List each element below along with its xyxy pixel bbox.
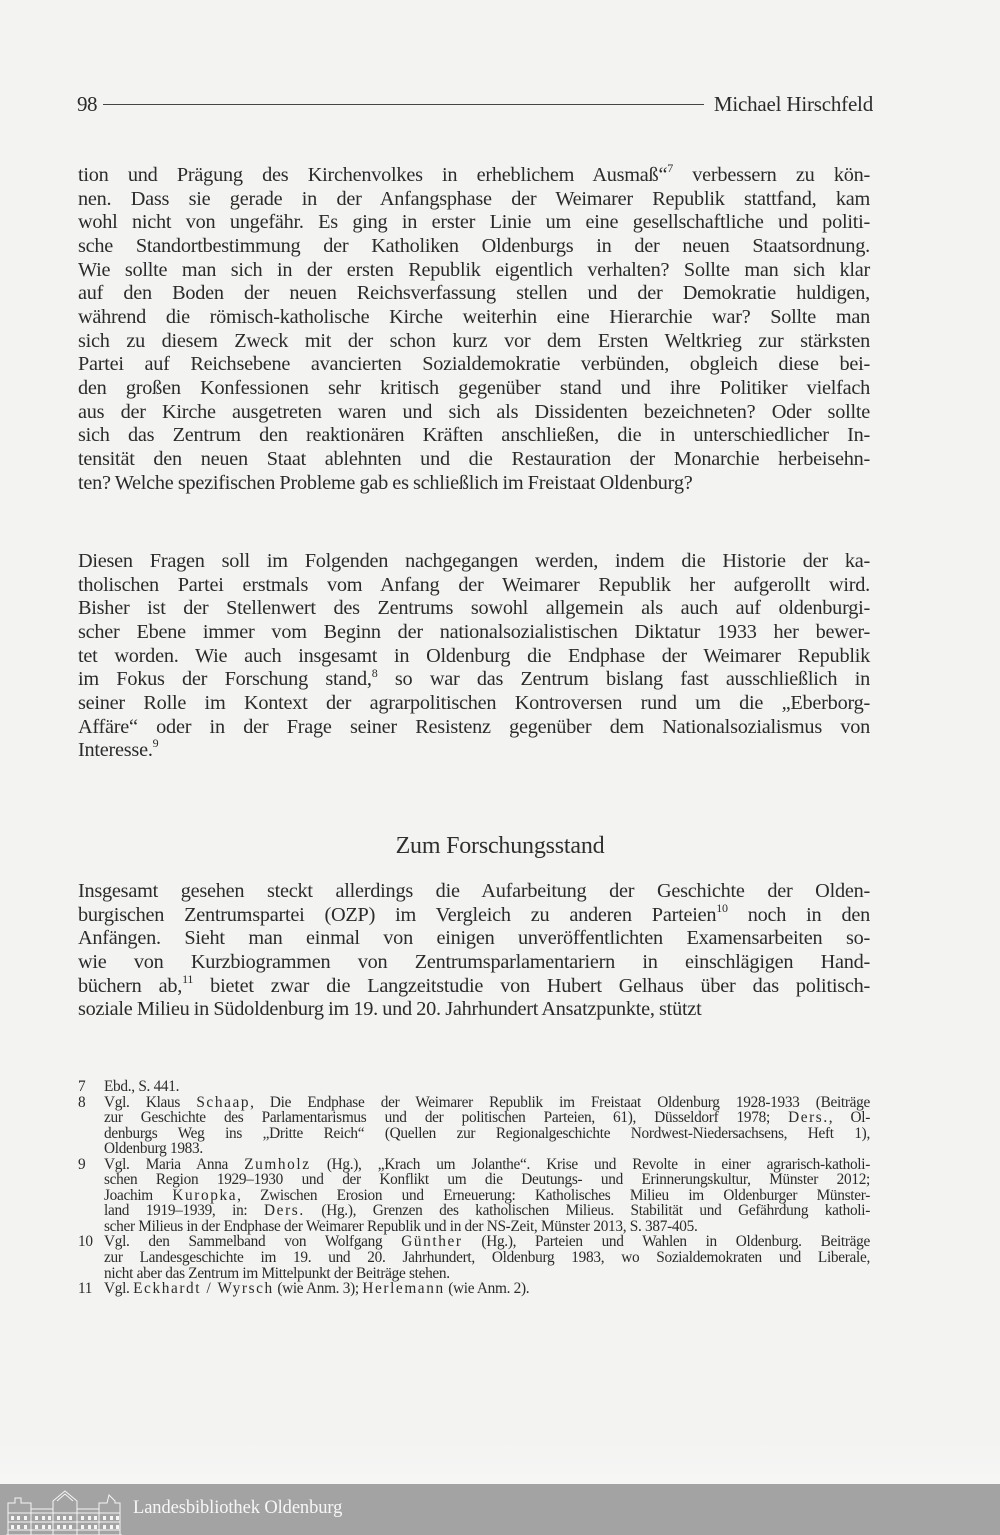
text-line — [78, 211, 870, 235]
footnote-number: 11 — [78, 1280, 93, 1298]
text-run: so war das Zentrum bislang fast ausschließlich in — [377, 668, 870, 691]
window-mark — [35, 1516, 38, 1520]
footnote-line — [104, 1110, 870, 1126]
window-mark — [69, 1525, 72, 1529]
library-footer-bar — [0, 1484, 1000, 1535]
text-line — [78, 401, 870, 425]
window-mark — [88, 1525, 91, 1529]
window-mark — [17, 1516, 20, 1520]
text-run: Insgesamt gesehen steckt allerdings die Aufarbeitung der Geschichte der Olden- — [78, 880, 870, 902]
text-line — [78, 259, 870, 283]
text-line — [78, 282, 870, 306]
text-line — [78, 716, 870, 740]
text-run: , Ol- — [828, 1109, 870, 1127]
footnote-number: 8 — [78, 1093, 86, 1111]
text-line — [78, 424, 870, 448]
footnote-number: 9 — [78, 1155, 86, 1173]
text-run: wie von Kurzbiogrammen von Zentrumsparlamentariern in einschlägigen Hand- — [78, 950, 870, 973]
window-mark — [103, 1525, 106, 1529]
text-line — [78, 597, 870, 621]
window-mark — [11, 1516, 14, 1520]
text-run: (Hg.), „Krach um Jolanthe“. Krise und Revolte in einer agrarisch-katholi- — [310, 1155, 870, 1173]
window-mark — [57, 1516, 60, 1520]
text-run: zur Geschichte des Parlamentarismus und der politischen Parteien, 61), Düsseldorf 1978; — [104, 1109, 789, 1127]
footnote — [78, 1281, 870, 1297]
window-mark — [88, 1516, 91, 1520]
text-line — [78, 692, 870, 716]
text-run: Vgl. Maria Anna — [104, 1155, 245, 1173]
window-mark — [48, 1516, 51, 1520]
footnote-text — [104, 1095, 870, 1157]
window-mark — [116, 1525, 119, 1529]
text-line — [78, 574, 870, 598]
text-run: verbessern zu kön- — [672, 164, 870, 186]
text-line — [78, 448, 870, 472]
text-line — [78, 736, 870, 763]
text-run: Diesen Fragen soll im Folgenden nachgegangen werden, indem die Historie der ka- — [78, 550, 870, 572]
footnote-text — [104, 1281, 870, 1297]
footnote-text — [104, 1157, 870, 1235]
footnote-reference[interactable]: 10 — [716, 900, 728, 915]
text-run: , Die Endphase der Weimarer Republik im Freistaat Oldenburg 1928-1933 (Beiträge — [250, 1093, 871, 1111]
text-run: Interesse. — [78, 739, 153, 762]
text-run: den großen Konfessionen sehr kritisch gegenüber stand und ihre Politiker vielfach — [78, 376, 870, 399]
text-run: Partei auf Reichsebene avancierten Sozialdemokratie verbünden, obgleich diese bei- — [78, 353, 870, 376]
window-mark — [81, 1525, 84, 1529]
text-run: während die römisch-katholische Kirche weiterhin eine Hierarchie war? Sollte man — [78, 305, 870, 328]
footnote-text — [104, 1234, 870, 1281]
text-line — [78, 161, 870, 188]
text-run: Vgl. den Sammelband von Wolfgang — [104, 1233, 402, 1251]
window-mark — [63, 1525, 66, 1529]
window-mark — [24, 1525, 27, 1529]
footnote-line — [104, 1188, 870, 1204]
window-mark — [110, 1516, 113, 1520]
text-line — [78, 880, 870, 904]
text-run: , Zwischen Erosion und Erneuerung: Katholisches Milieu im Oldenburger Münster- — [237, 1186, 870, 1204]
text-run: Affäre“ oder in der Frage seiner Resistenz gegenüber dem Nationalsozialismus von — [78, 715, 870, 738]
text-run: Oldenburg 1983. — [104, 1140, 203, 1158]
text-run: bietet zwar die Langzeitstudie von Hubert Gelhaus über das politisch- — [193, 974, 871, 997]
text-run: tholischen Partei erstmals vom Anfang der Weimarer Republik her aufgerollt wird. — [78, 573, 870, 596]
footnote-line — [104, 1095, 870, 1111]
author-name: Eckhardt / Wyrsch — [133, 1280, 274, 1298]
footnote — [78, 1234, 870, 1281]
window-mark — [116, 1516, 119, 1520]
text-run: seiner Rolle im Kontext der agrarpolitischen Kontroversen rund um die „Eberborg- — [78, 691, 870, 714]
window-mark — [94, 1516, 97, 1520]
text-run: (Hg.), Parteien und Wahlen in Oldenburg. Beiträge — [462, 1233, 870, 1251]
text-run: nicht aber das Zentrum im Mittelpunkt der Beiträge stehen. — [104, 1264, 450, 1282]
text-line — [78, 927, 870, 951]
text-line — [78, 550, 870, 574]
window-mark — [103, 1516, 106, 1520]
text-run: nen. Dass sie gerade in der Anfangsphase der Weimarer Republik stattfand, kam — [78, 187, 870, 210]
text-run: Ebd., S. 441. — [104, 1078, 180, 1095]
author-name: Schaap — [196, 1093, 251, 1111]
author-name: Herlemann — [362, 1280, 445, 1298]
footnote-line — [104, 1281, 870, 1297]
text-line — [78, 665, 870, 692]
footnotes — [78, 1079, 870, 1297]
text-run: (wie Anm. 3); — [273, 1280, 363, 1298]
text-line — [78, 645, 870, 669]
author-name: Zumholz — [244, 1155, 311, 1173]
text-run: schen Region 1929–1930 und der Konflikt um die Deutungs- und Erinnerungskultur, Münster 2012; — [104, 1171, 870, 1189]
author-name: Ders. — [788, 1109, 829, 1127]
text-run: land 1919–1939, in: — [104, 1202, 265, 1220]
author-name: Kuropka — [172, 1186, 238, 1204]
author-name: Günther — [401, 1233, 463, 1251]
text-run: Bisher ist der Stellenwert des Zentrums sowohl allgemein als auch auf oldenburgi- — [78, 597, 870, 620]
footnote-line — [104, 1141, 870, 1157]
text-run: Vgl. — [104, 1280, 134, 1298]
text-run: soziale Milieu in Südoldenburg im 19. und 20. Jahrhundert Ansatzpunkte, stützt — [78, 998, 702, 1021]
text-line — [78, 235, 870, 259]
window-mark — [110, 1525, 113, 1529]
footnote-number: 10 — [78, 1233, 93, 1251]
running-head-author: Michael Hirschfeld — [713, 92, 873, 116]
text-run: aus der Kirche ausgetreten waren und sich als Dissidenten bezeichneten? Oder sollte — [78, 400, 870, 423]
text-run: tet worden. Wie auch insgesamt in Oldenburg die Endphase der Weimarer Republik — [78, 644, 870, 667]
footnote-line — [104, 1266, 870, 1282]
text-run: noch in den — [727, 903, 870, 926]
window-mark — [35, 1525, 38, 1529]
window-mark — [42, 1516, 45, 1520]
text-run: Joachim — [104, 1186, 173, 1204]
footnote-line — [104, 1219, 870, 1235]
footnote — [78, 1079, 870, 1095]
footnote-reference[interactable]: 8 — [371, 665, 378, 680]
paragraph — [78, 550, 870, 763]
text-run: im Fokus der Forschung stand, — [78, 668, 372, 691]
window-mark — [94, 1525, 97, 1529]
text-line — [78, 377, 870, 401]
text-run: burgischen Zentrumspartei (OZP) im Vergleich zu anderen Parteien — [78, 903, 717, 926]
text-run: tensität den neuen Staat ablehnten und die Restauration der Monarchie herbeisehn- — [78, 447, 870, 470]
text-line — [78, 472, 870, 496]
footnote-number: 7 — [78, 1078, 86, 1095]
text-line — [78, 188, 870, 212]
page-number: 98 — [77, 92, 97, 116]
footnote-line — [104, 1203, 870, 1219]
text-line — [78, 306, 870, 330]
text-run: sche Standortbestimmung der Katholiken Oldenburgs in der neuen Staatsordnung. — [78, 234, 870, 257]
footnote-text — [104, 1079, 870, 1095]
text-line — [78, 998, 870, 1022]
paragraph — [78, 161, 870, 495]
section-heading: Zum Forschungsstand — [395, 833, 605, 859]
scan-margin — [0, 1440, 1000, 1484]
window-mark — [42, 1525, 45, 1529]
footnote-line — [104, 1172, 870, 1188]
text-run: Wie sollte man sich in der ersten Republik eigentlich verhalten? Sollte man sich klar — [78, 258, 870, 281]
text-run: sich das Zentrum den reaktionären Kräften anschließen, die in unterschiedlicher In- — [78, 424, 870, 447]
running-head — [77, 92, 873, 122]
header-rule — [103, 104, 704, 105]
footnote-line — [104, 1234, 870, 1250]
footnote — [78, 1095, 870, 1157]
text-run: sich zu diesem Zweck mit der schon kurz vor dem Ersten Weltkrieg zur stärksten — [78, 329, 870, 352]
window-mark — [48, 1525, 51, 1529]
footnote-reference[interactable]: 9 — [152, 736, 159, 751]
text-line — [78, 330, 870, 354]
text-run: scher Milieus in der Endphase der Weimarer Republik und in der NS-Zeit, Münster 2013, S. 387-405. — [104, 1217, 698, 1235]
author-name: Ders. — [264, 1202, 305, 1220]
text-run: Anfängen. Sieht man einmal von einigen unveröffentlichten Examensarbeiten so- — [78, 927, 870, 950]
text-run: Vgl. Klaus — [104, 1093, 197, 1111]
text-run: (wie Anm. 2). — [444, 1280, 530, 1298]
window-mark — [63, 1516, 66, 1520]
text-run: (Hg.), Grenzen des katholischen Milieus. Stabilität und Gefährdung katholi- — [304, 1202, 870, 1220]
library-building-icon — [5, 1489, 123, 1535]
text-run: wohl nicht von ungefähr. Es ging in erster Linie um eine gesellschaftliche und politi- — [78, 211, 870, 234]
text-run: auf den Boden der neuen Reichsverfassung stellen und der Demokratie huldigen, — [78, 282, 870, 305]
text-run: büchern ab, — [78, 974, 183, 997]
footnote-reference[interactable]: 7 — [667, 161, 673, 176]
footnote-line — [104, 1126, 870, 1142]
paragraph — [78, 880, 870, 1022]
window-mark — [24, 1516, 27, 1520]
text-line — [78, 971, 871, 999]
text-run: zur Landesgeschichte im 19. und 20. Jahrhundert, Oldenburg 1983, wo Sozialdemokraten und Liberale, — [104, 1249, 870, 1267]
library-name: Landesbibliothek Oldenburg — [133, 1498, 343, 1518]
footnote-reference[interactable]: 11 — [182, 971, 194, 986]
footnote-line — [104, 1079, 870, 1095]
window-mark — [69, 1516, 72, 1520]
text-line — [78, 353, 870, 377]
text-line — [78, 951, 870, 975]
footnote-line — [104, 1157, 870, 1173]
text-run: tion und Prägung des Kirchenvolkes in erheblichem Ausmaß“ — [78, 164, 668, 186]
window-mark — [11, 1525, 14, 1529]
text-line — [78, 900, 870, 928]
footnote — [78, 1157, 870, 1235]
window-mark — [57, 1525, 60, 1529]
window-mark — [81, 1516, 84, 1520]
text-run: denburgs Weg ins „Dritte Reich“ (Quellen zur Regionalgeschichte Nordwest-Niedersachsens, Heft 1), — [104, 1124, 870, 1142]
footnote-line — [104, 1250, 870, 1266]
text-run: scher Ebene immer vom Beginn der nationalsozialistischen Diktatur 1933 her bewer- — [78, 620, 870, 643]
text-line — [78, 621, 870, 645]
text-run: ten? Welche spezifischen Probleme gab es schließlich im Freistaat Oldenburg? — [78, 471, 693, 494]
window-mark — [17, 1525, 20, 1529]
